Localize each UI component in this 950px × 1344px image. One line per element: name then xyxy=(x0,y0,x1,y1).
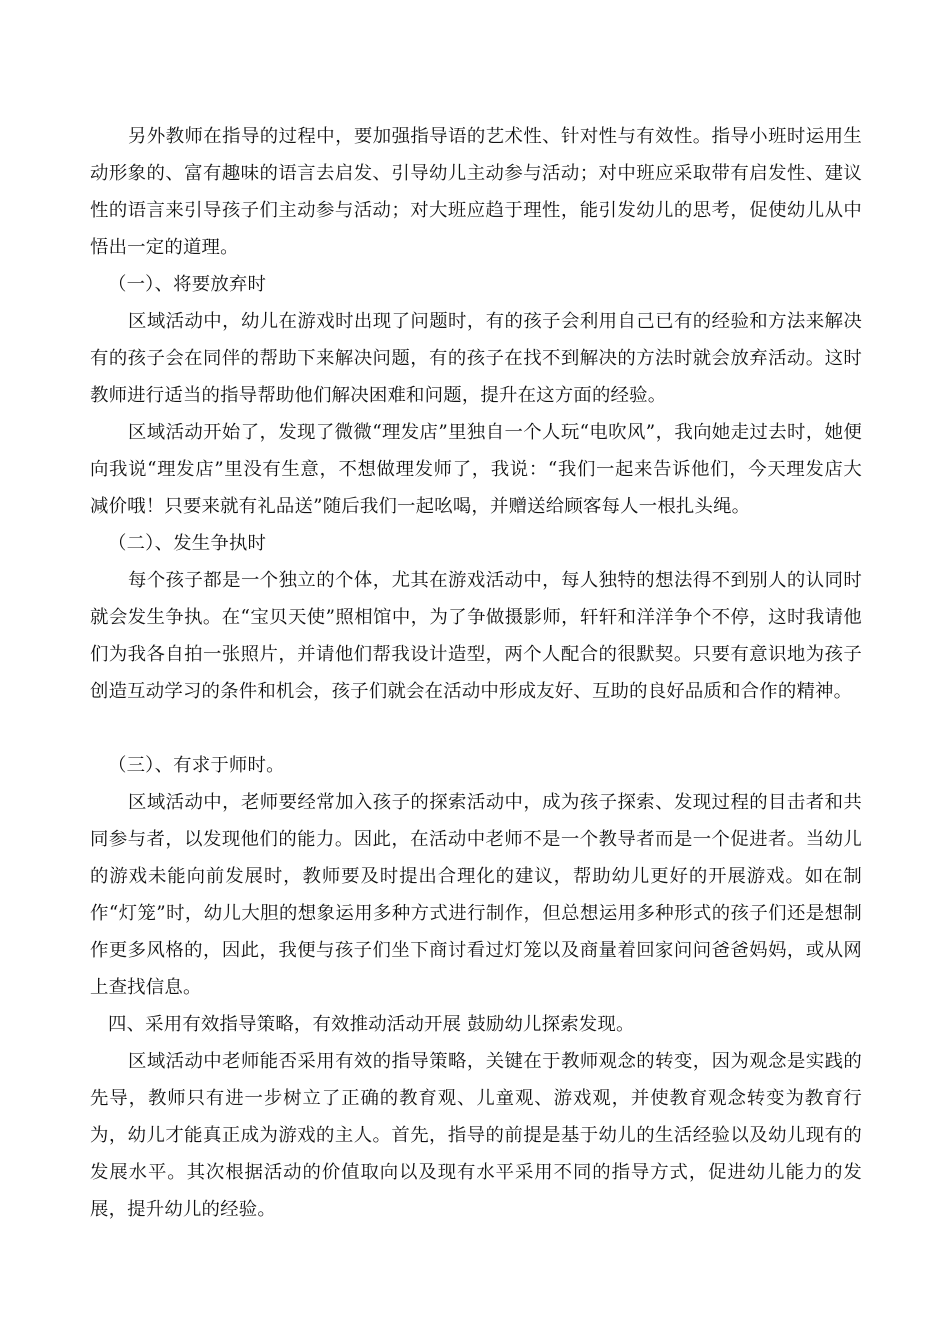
paragraph-barber-shop: 区域活动开始了，发现了微微“理发店”里独自一个人玩“电吹风”，我向她走过去时，她便向我说“理发店”里没有生意，不想做理发师了，我说：“我们一起来告诉他们，今天理发店大减价哦！只要来就有礼品送”随后我们一起吆喝，并赠送给顾客每人一根扎头绳。 xyxy=(90,422,862,517)
heading-disputes: （二）、发生争执时 xyxy=(108,533,267,554)
paragraph-guidance-strategy: 区域活动中老师能否采用有效的指导策略，关键在于教师观念的转变，因为观念是实践的先导，教师只有进一步树立了正确的教育观、儿童观、游戏观，并使教育观念转变为教育行为，幼儿才能真正成为游戏的主人。首先，指导的前提是基于幼儿的生活经验以及幼儿现有的发展水平。其次根据活动的价值取向以及现有水平采用不同的指导方式，促进幼儿能力的发展，提升幼儿的经验。 xyxy=(90,1051,862,1220)
paragraph-photo-studio: 每个孩子都是一个独立的个体，尤其在游戏活动中，每人独特的想法得不到别人的认同时就会发生争执。在“宝贝天使”照相馆中，为了争做摄影师，轩轩和洋洋争个不停，这时我请他们为我各自拍一张照片，并请他们帮我设计造型，两个人配合的很默契。只要有意识地为孩子创造互动学习的条件和机会，孩子们就会在活动中形成友好、互助的良好品质和合作的精神。 xyxy=(90,570,862,702)
paragraph-guidance-language: 另外教师在指导的过程中，要加强指导语的艺术性、针对性与有效性。指导小班时运用生动形象的、富有趣味的语言去启发、引导幼儿主动参与活动；对中班应采取带有启发性、建议性的语言来引导孩子们主动参与活动；对大班应趋于理性，能引发幼儿的思考，促使幼儿从中悟出一定的道理。 xyxy=(90,126,862,258)
heading-section-four: 四、采用有效指导策略，有效推动活动开展 鼓励幼儿探索发现。 xyxy=(108,1014,635,1035)
heading-about-to-give-up: （一）、将要放弃时 xyxy=(108,274,267,295)
heading-asking-teacher: （三）、有求于师时。 xyxy=(108,755,285,776)
paragraph-lanterns: 区域活动中，老师要经常加入孩子的探索活动中，成为孩子探索、发现过程的目击者和共同参与者，以发现他们的能力。因此，在活动中老师不是一个教导者而是一个促进者。当幼儿的游戏未能向前发展时，教师要及时提出合理化的建议，帮助幼儿更好的开展游戏。如在制作“灯笼”时，幼儿大胆的想象运用多种方式进行制作，但总想运用多种形式的孩子们还是想制作更多风格的，因此，我便与孩子们坐下商讨看过灯笼以及商量着回家问问爸爸妈妈，或从网上查找信息。 xyxy=(90,792,862,998)
paragraph-solving-problems: 区域活动中，幼儿在游戏时出现了问题时，有的孩子会利用自己已有的经验和方法来解决有的孩子会在同伴的帮助下来解决问题，有的孩子在找不到解决的方法时就会放弃活动。这时教师进行适当的指导帮助他们解决困难和问题，提升在这方面的经验。 xyxy=(90,311,862,406)
